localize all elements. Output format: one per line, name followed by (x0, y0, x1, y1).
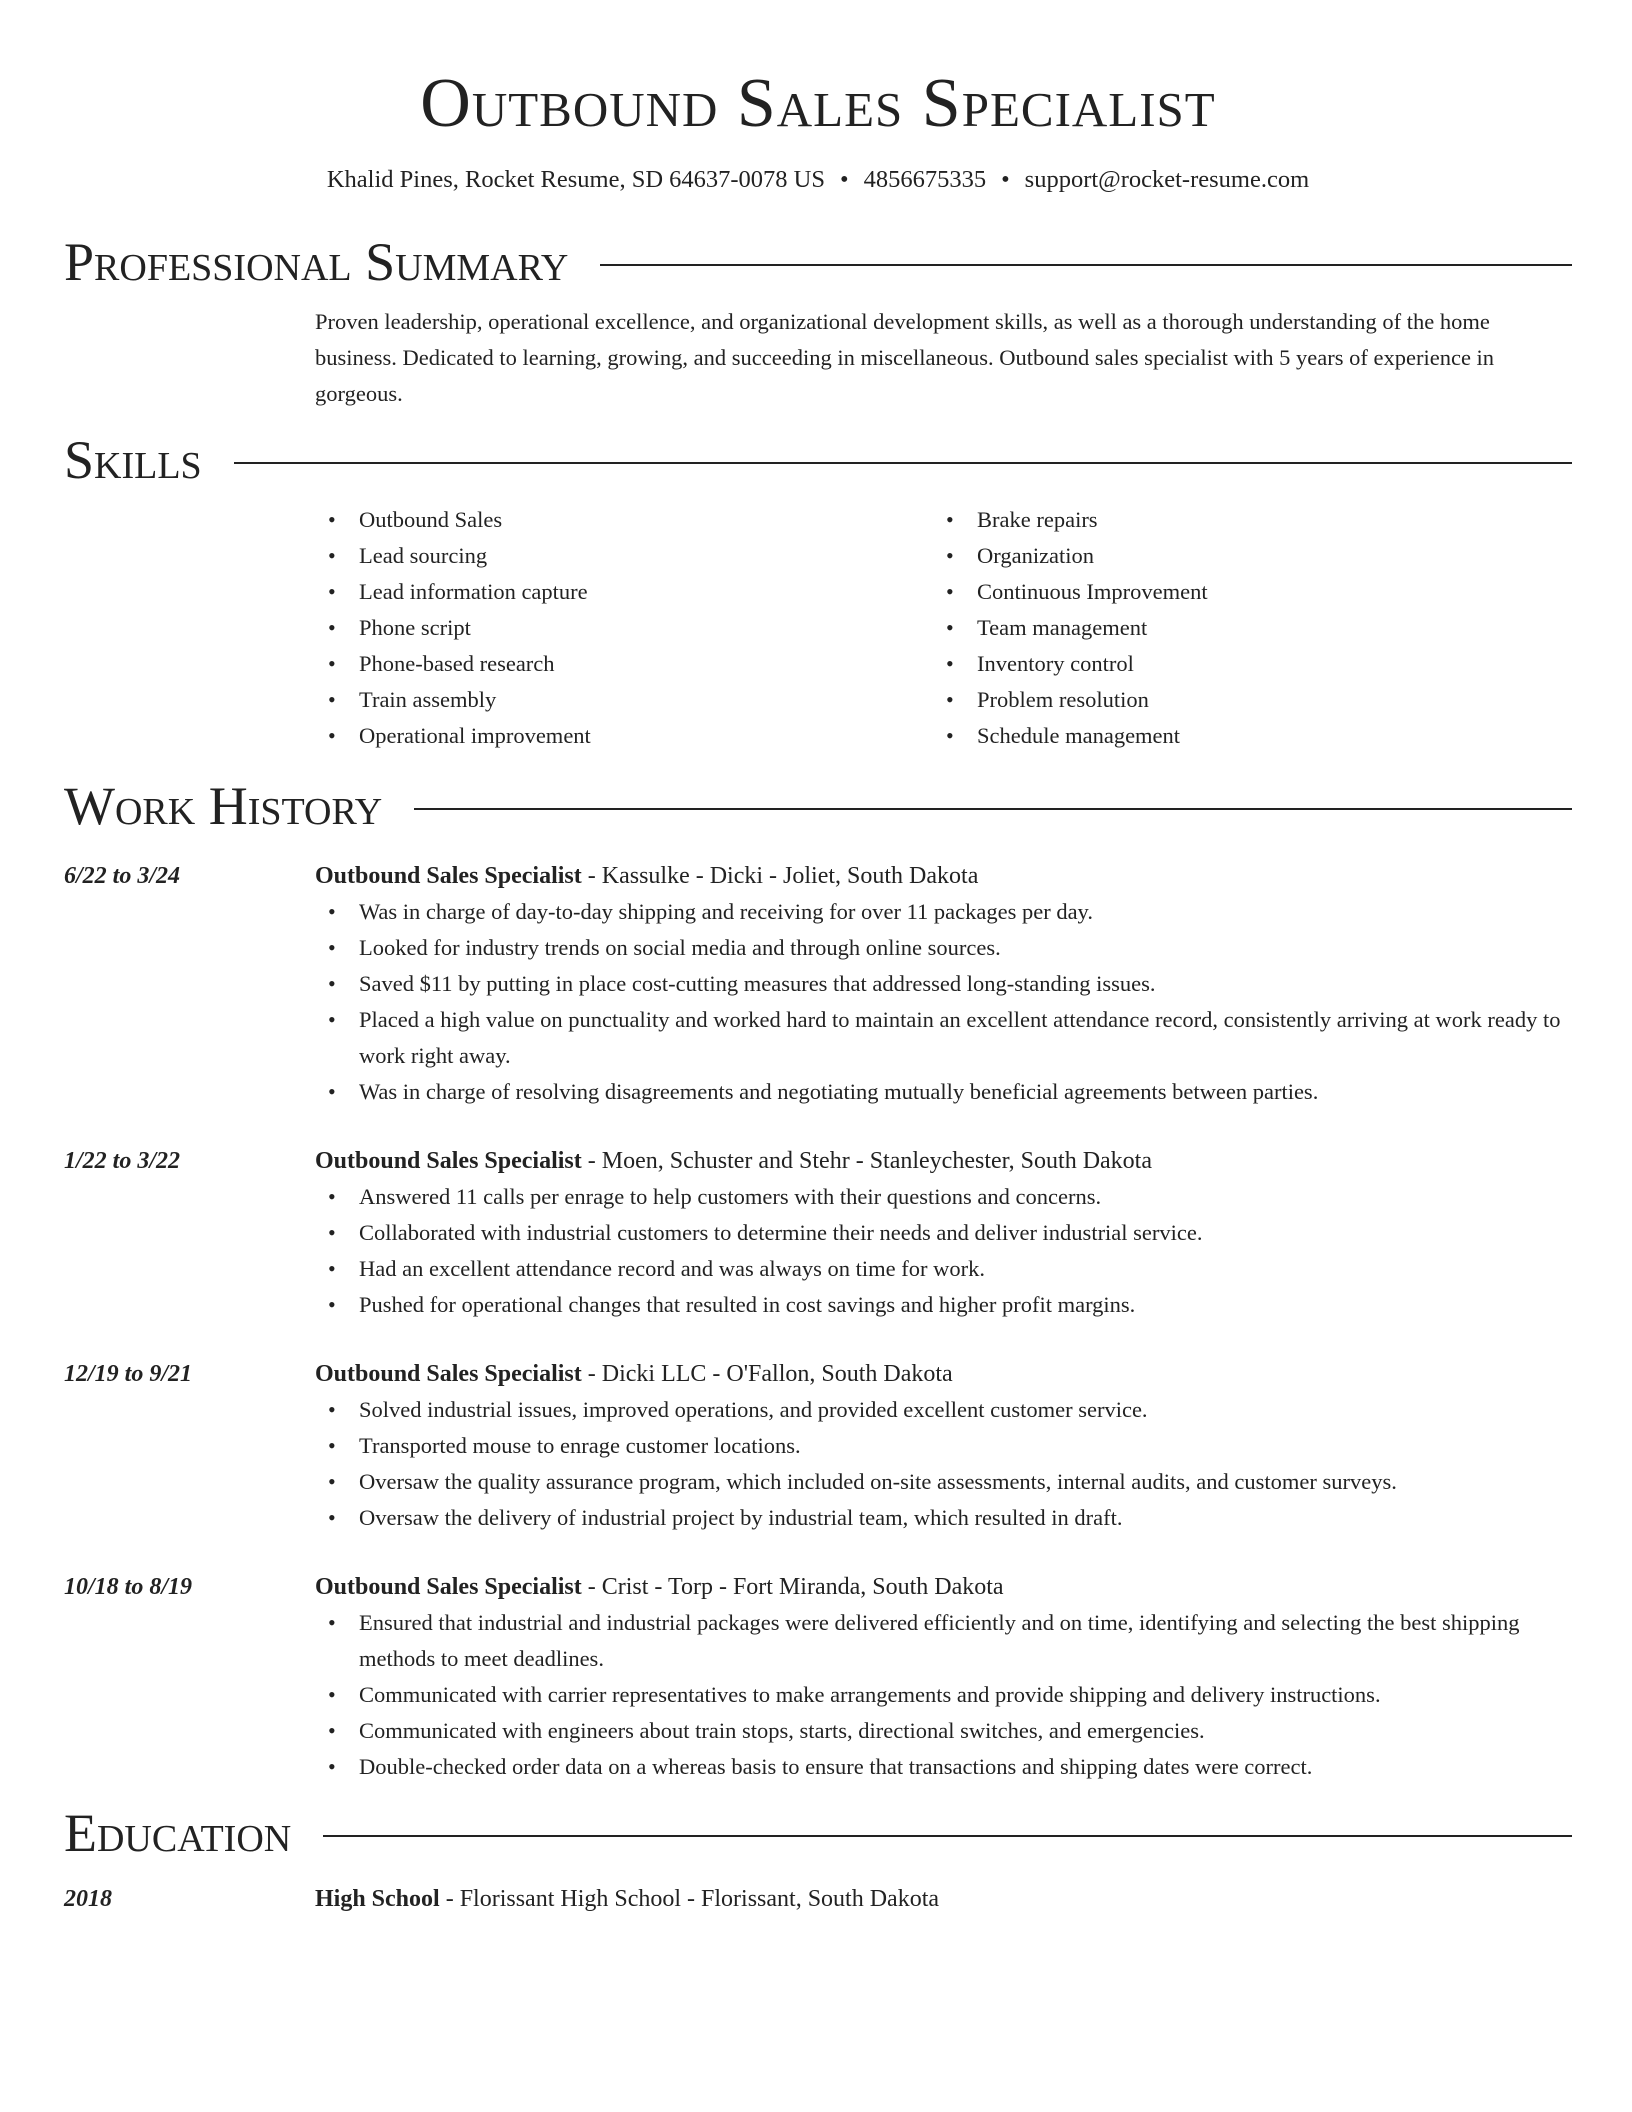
job-bullets (315, 1605, 1572, 1785)
job-employer: - Moen, Schuster and Stehr - Stanleychester, South Dakota (581, 1148, 1152, 1174)
job-bullet: • Oversaw the delivery of industrial project by industrial team, which resulted in draft. (315, 1500, 1572, 1536)
skills-column-left (315, 502, 933, 754)
contact-separator: • (840, 166, 849, 193)
skills-list (315, 502, 1572, 754)
job-entry (64, 1143, 1572, 1323)
job-bullet: • Was in charge of day-to-day shipping and receiving for over 11 packages per day. (315, 894, 1572, 930)
education-degree: High School (315, 1886, 440, 1912)
skill-item: • Problem resolution (933, 682, 1551, 718)
contact-phone: 4856675335 (863, 166, 987, 193)
skill-item: • Brake repairs (933, 502, 1551, 538)
skills-section-heading (64, 428, 1572, 492)
job-bullet: • Collaborated with industrial customers to determine their needs and deliver industrial service. (315, 1215, 1572, 1251)
job-bullet: • Solved industrial issues, improved operations, and provided excellent customer service. (315, 1392, 1572, 1428)
skill-item: • Schedule management (933, 718, 1551, 754)
skill-item: • Operational improvement (315, 718, 933, 754)
skills-column-right (933, 502, 1551, 754)
job-dates: 12/19 to 9/21 (64, 1361, 193, 1387)
job-heading (315, 1143, 1572, 1179)
job-bullets (315, 1392, 1572, 1536)
job-heading (315, 858, 1572, 894)
section-divider (414, 808, 1572, 810)
job-entry (64, 1356, 1572, 1536)
job-bullets (315, 1179, 1572, 1323)
skill-item: • Organization (933, 538, 1551, 574)
resume-title: Outbound Sales Specialist (420, 65, 1216, 142)
summary-heading-text: Professional Summary (64, 232, 569, 292)
skill-item: • Lead information capture (315, 574, 933, 610)
job-bullet: • Had an excellent attendance record and was always on time for work. (315, 1251, 1572, 1287)
education-section-heading (64, 1801, 1572, 1865)
summary-section-heading (64, 230, 1572, 294)
section-divider (234, 462, 1572, 464)
job-heading (315, 1356, 1572, 1392)
skill-item: • Continuous Improvement (933, 574, 1551, 610)
section-divider (323, 1835, 1572, 1837)
job-bullet: • Transported mouse to enrage customer locations. (315, 1428, 1572, 1464)
education-school: - Florissant High School - Florissant, South Dakota (439, 1886, 940, 1912)
job-bullet: • Oversaw the quality assurance program, which included on-site assessments, internal audits, and customer surveys. (315, 1464, 1572, 1500)
job-bullet: • Ensured that industrial and industrial packages were delivered efficiently and on time, identifying and selecting the best shipping methods to meet deadlines. (315, 1605, 1572, 1677)
education-year: 2018 (64, 1886, 112, 1912)
job-bullet: • Saved $11 by putting in place cost-cutting measures that addressed long-standing issues. (315, 966, 1572, 1002)
job-entry (64, 1569, 1572, 1785)
skill-item: • Outbound Sales (315, 502, 933, 538)
job-dates: 1/22 to 3/22 (64, 1148, 181, 1174)
resume-page (64, 0, 1572, 1917)
contact-separator: • (1001, 166, 1010, 193)
skill-item: • Lead sourcing (315, 538, 933, 574)
summary-text: Proven leadership, operational excellence, and organizational development skills, as well as a thorough understanding of the home business. Dedicated to learning, growing, and succeeding in miscellaneous. Outbound sales specialist with 5 years of experience in gorgeous. (315, 309, 1495, 406)
job-bullet: • Pushed for operational changes that resulted in cost savings and higher profit margins. (315, 1287, 1572, 1323)
job-bullets (315, 894, 1572, 1110)
summary-section (315, 304, 1572, 412)
skill-item: • Phone-based research (315, 646, 933, 682)
job-dates: 10/18 to 8/19 (64, 1574, 193, 1600)
job-title: Outbound Sales Specialist (315, 1574, 582, 1600)
skill-item: • Inventory control (933, 646, 1551, 682)
job-heading (315, 1569, 1572, 1605)
job-bullet: • Placed a high value on punctuality and worked hard to maintain an excellent attendance record, consistently arriving at work ready to work right away. (315, 1002, 1572, 1074)
contact-address: Khalid Pines, Rocket Resume, SD 64637-0078 US (326, 166, 825, 193)
job-title: Outbound Sales Specialist (315, 1361, 582, 1387)
section-divider (600, 264, 1572, 266)
job-bullet: • Communicated with engineers about train stops, starts, directional switches, and emergencies. (315, 1713, 1572, 1749)
job-bullet: • Double-checked order data on a whereas basis to ensure that transactions and shipping dates were correct. (315, 1749, 1572, 1785)
education-entry (64, 1881, 1572, 1917)
contact-email: support@rocket-resume.com (1024, 166, 1310, 193)
job-entry (64, 858, 1572, 1110)
job-bullet: • Answered 11 calls per enrage to help customers with their questions and concerns. (315, 1179, 1572, 1215)
skill-item: • Team management (933, 610, 1551, 646)
work-history-section-heading (64, 774, 1572, 838)
skill-item: • Train assembly (315, 682, 933, 718)
job-employer: - Dicki LLC - O'Fallon, South Dakota (581, 1361, 953, 1387)
job-bullet: • Looked for industry trends on social media and through online sources. (315, 930, 1572, 966)
job-employer: - Crist - Torp - Fort Miranda, South Dakota (581, 1574, 1004, 1600)
job-employer: - Kassulke - Dicki - Joliet, South Dakota (581, 863, 979, 889)
contact-line (64, 164, 1572, 196)
job-title: Outbound Sales Specialist (315, 1148, 582, 1174)
job-dates: 6/22 to 3/24 (64, 863, 181, 889)
skills-heading-text: Skills (64, 430, 202, 490)
job-bullet: • Was in charge of resolving disagreements and negotiating mutually beneficial agreements between parties. (315, 1074, 1572, 1110)
education-heading-text: Education (64, 1803, 292, 1863)
skill-item: • Phone script (315, 610, 933, 646)
work-history-heading-text: Work History (64, 776, 383, 836)
job-bullet: • Communicated with carrier representatives to make arrangements and provide shipping and delivery instructions. (315, 1677, 1572, 1713)
job-title: Outbound Sales Specialist (315, 863, 582, 889)
